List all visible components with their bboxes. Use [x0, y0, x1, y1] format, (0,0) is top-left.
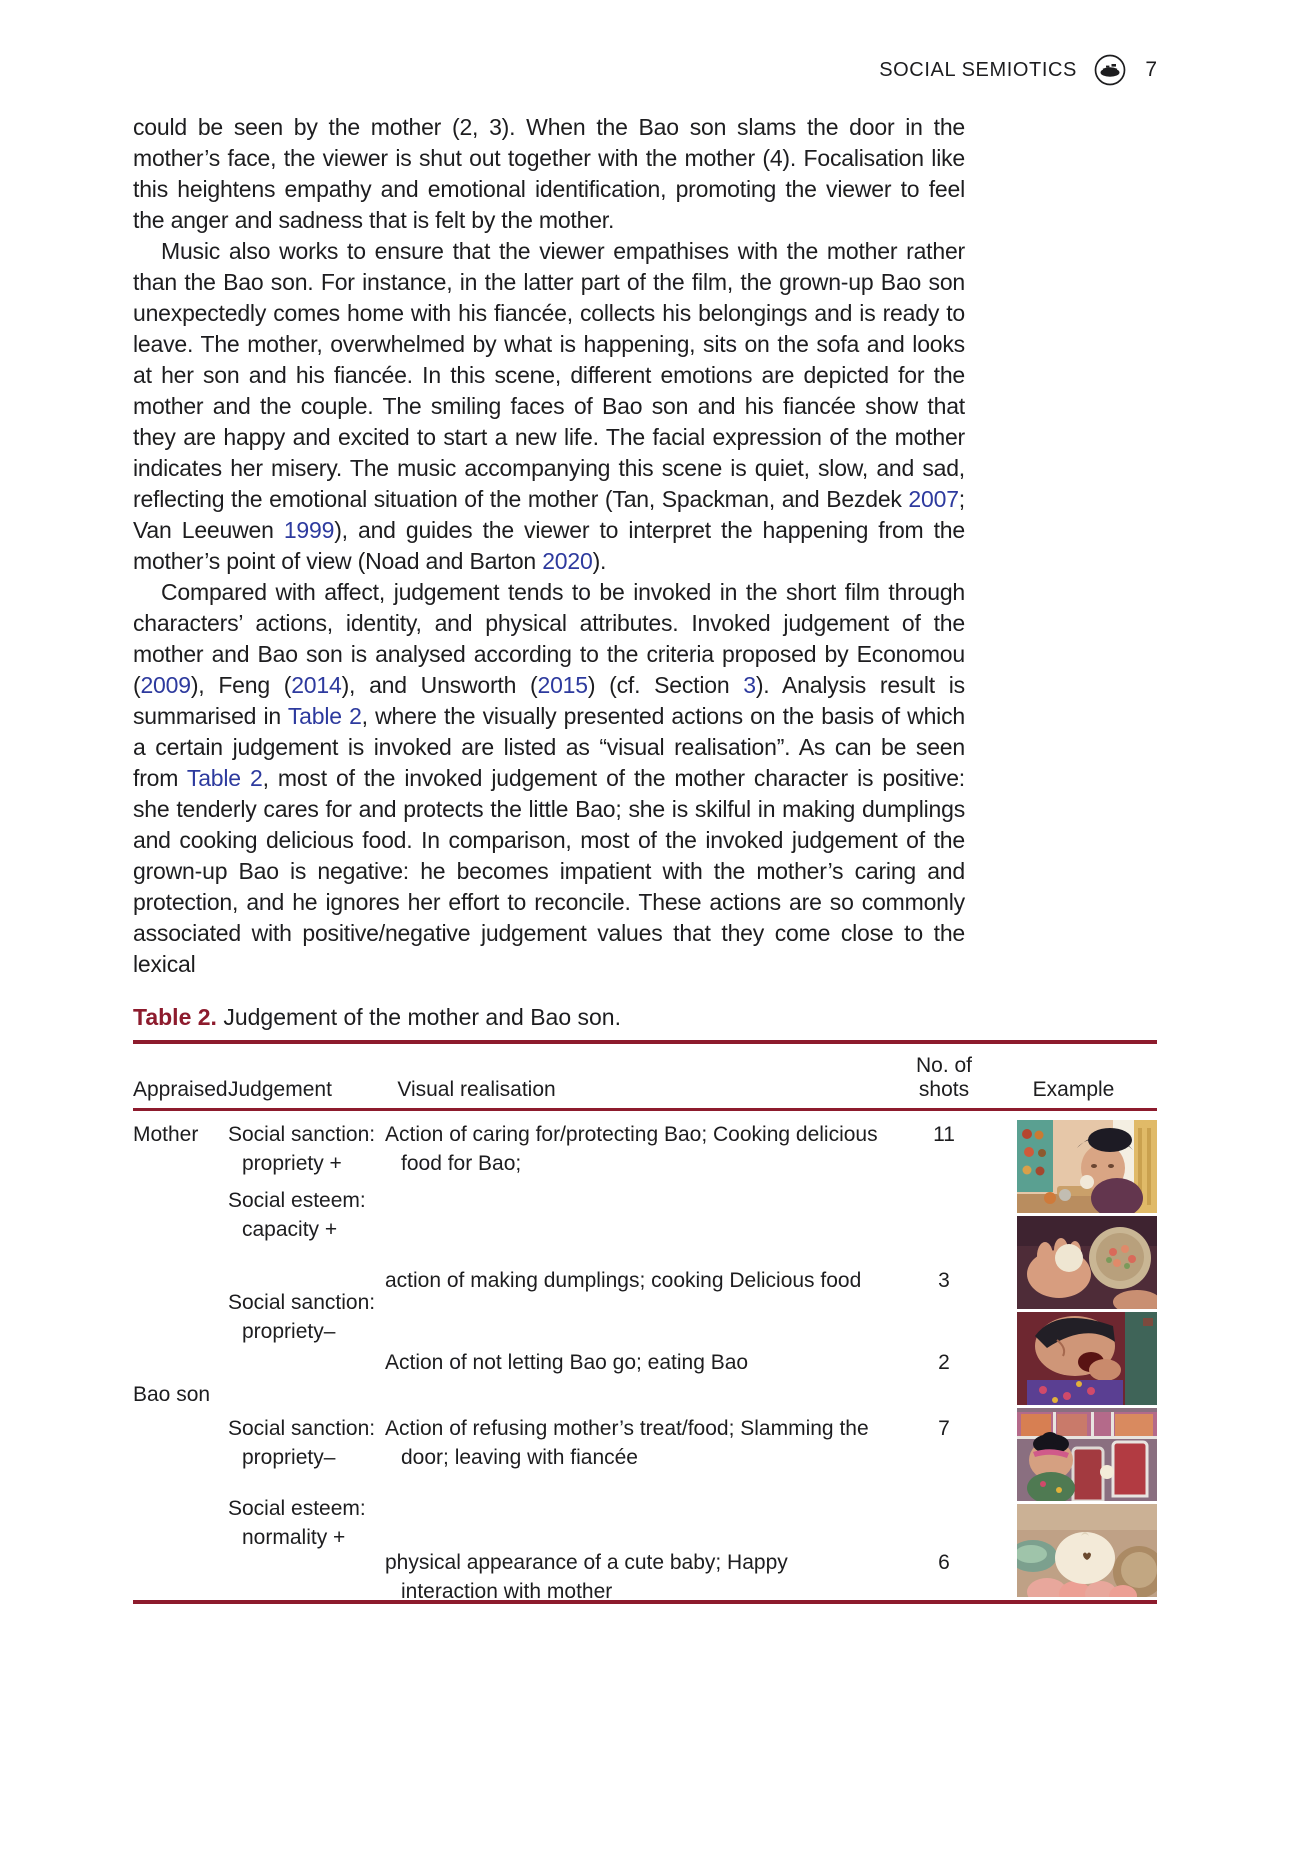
- visual-realisation-text: action of making dumplings; cooking Delicious food: [385, 1269, 862, 1292]
- paragraph-text: ).: [592, 548, 607, 574]
- example-cell: [990, 1120, 1157, 1216]
- publisher-logo-icon: [1093, 53, 1127, 87]
- table-caption: [133, 1004, 1157, 1031]
- column-header-judgement: Judgement: [228, 1078, 332, 1101]
- citation-link[interactable]: 2014: [291, 672, 342, 698]
- column-header-appraised: Appraised: [133, 1078, 228, 1101]
- example-still-5: [1017, 1504, 1157, 1597]
- visual-realisation-cell: [385, 1414, 898, 1510]
- judgement-category: Social sanction:: [228, 1123, 376, 1146]
- example-still-4: [1017, 1408, 1157, 1501]
- judgement-category: Social esteem:: [228, 1497, 366, 1520]
- paragraph-text: ), Feng (: [190, 672, 292, 698]
- judgement-cell: [228, 1288, 385, 1384]
- example-still-1: [1017, 1120, 1157, 1213]
- paragraph-text: , most of the invoked judgement of the mother character is positive: she tenderly cares for and protects the little Bao; she is skilful in making dumplings and cooking delicious food. In comparison, most of the invoked judgement of the grown-up Bao is negative: he becomes impatient with the mother’s caring and protection, and he ignores her effort to reconcile. These actions are so commonly associated with positive/negative judgement values that they come close to the lexical: [133, 765, 965, 977]
- judgement-value: propriety–: [242, 1446, 336, 1469]
- paragraph-text: Compared with affect, judgement tends to be invoked in the short film through characters’ actions, identity, and physical attributes. Invoked judgement of the mother and Bao son is analysed according to the criteria proposed by Economou (: [133, 579, 965, 698]
- visual-realisation-cell: [385, 1120, 898, 1216]
- shots-count-cell: 7: [938, 1417, 950, 1440]
- example-still-2: [1017, 1216, 1157, 1309]
- body-paragraphs: [133, 112, 965, 980]
- paragraph-text: ), and guides the viewer to interpret the happening from the mother’s point of view (Noad and Barton: [133, 517, 965, 574]
- table-2-block: [133, 1004, 1157, 1604]
- running-head: [133, 0, 1157, 88]
- appraised-cell: [133, 1504, 228, 1600]
- shots-count-cell: 3: [938, 1269, 950, 1292]
- visual-realisation-text: Action of refusing mother’s treat/food; Slamming the door; leaving with fiancée: [385, 1417, 869, 1469]
- column-header-example: Example: [1032, 1078, 1115, 1101]
- visual-realisation-text: Action of not letting Bao go; eating Bao: [385, 1351, 749, 1374]
- table-row: [133, 1383, 1157, 1504]
- column-header-no-of-shots: No. of shots: [915, 1054, 973, 1101]
- judgement-category: Social sanction:: [228, 1417, 376, 1440]
- citation-link[interactable]: Table 2: [186, 765, 263, 791]
- citation-link[interactable]: 3: [743, 672, 756, 698]
- citation-link[interactable]: 2007: [908, 486, 959, 512]
- citation-link[interactable]: 2009: [140, 672, 191, 698]
- judgement-value: capacity +: [242, 1218, 338, 1241]
- column-header-visual-realisation: Visual realisation: [397, 1078, 556, 1101]
- shots-count-cell: 11: [933, 1123, 955, 1146]
- example-cell: [990, 1312, 1157, 1408]
- shots-count-cell: 6: [938, 1551, 950, 1574]
- citation-link[interactable]: 2020: [542, 548, 593, 574]
- paragraph-text: ). Analysis result is summarised in: [133, 672, 965, 729]
- paragraph-text: could be seen by the mother (2, 3). When the Bao son slams the door in the mother’s face, the viewer is shut out together with the mother (4). Focalisation like this heightens empathy and emotional identification, promoting the viewer to feel the anger and sadness that is felt by the mother.: [133, 114, 965, 233]
- example-still-3: [1017, 1312, 1157, 1405]
- citation-link[interactable]: 1999: [283, 517, 335, 543]
- paragraph: [133, 236, 965, 577]
- judgement-value: propriety +: [242, 1152, 342, 1175]
- paragraph: [133, 112, 965, 236]
- judgement-cell: [228, 1186, 385, 1282]
- table-caption-label: Table 2.: [133, 1004, 217, 1030]
- journal-title: SOCIAL SEMIOTICS: [879, 58, 1077, 81]
- paragraph-text: , where the visually presented actions on the basis of which a certain judgement is invoked are listed as “visual realisation”. As can be seen from: [133, 703, 965, 791]
- judgement-value: normality +: [242, 1526, 346, 1549]
- citation-link[interactable]: 2015: [537, 672, 588, 698]
- table-row: [133, 1497, 1157, 1603]
- paragraph-text: ; Van Leeuwen: [133, 486, 965, 543]
- paragraph-text: ) (cf. Section: [587, 672, 744, 698]
- table-body: [133, 1111, 1157, 1603]
- shots-count-cell: 2: [938, 1351, 950, 1374]
- citation-link[interactable]: Table 2: [287, 703, 362, 729]
- paragraph-text: Music also works to ensure that the viewer empathises with the mother rather than the Bao son. For instance, in the latter part of the film, the grown-up Bao son unexpectedly comes home with his fiancée, collects his belongings and is ready to leave. The mother, overwhelmed by what is happening, sits on the sofa and looks at her son and his fiancée. In this scene, different emotions are depicted for the mother and the couple. The smiling faces of Bao son and his fiancée show that they are happy and excited to start a new life. The facial expression of the mother indicates her misery. The music accompanying this scene is quiet, slow, and sad, reflecting the emotional situation of the mother (Tan, Spackman, and Bezdek: [133, 238, 965, 512]
- judgement-cell: [228, 1494, 385, 1590]
- judgement-value: propriety–: [242, 1320, 336, 1343]
- appraised-cell: [133, 1216, 228, 1312]
- table-caption-text: Judgement of the mother and Bao son.: [216, 1004, 621, 1030]
- visual-realisation-cell: [385, 1548, 898, 1644]
- visual-realisation-text: physical appearance of a cute baby; Happy interaction with mother: [385, 1551, 788, 1603]
- table-header-row: [133, 1044, 1157, 1108]
- visual-realisation-text: Action of caring for/protecting Bao; Cooking delicious food for Bao;: [385, 1123, 878, 1175]
- appraised-cell: Mother: [133, 1123, 199, 1146]
- appraised-cell: Bao son: [133, 1383, 211, 1406]
- page-number: 7: [1145, 58, 1157, 81]
- example-cell: [990, 1408, 1157, 1504]
- judgement-category: Social sanction:: [228, 1291, 376, 1314]
- paragraph: [133, 577, 965, 980]
- paragraph-text: ), and Unsworth (: [341, 672, 538, 698]
- judgement-category: Social esteem:: [228, 1189, 366, 1212]
- example-cell: [990, 1504, 1157, 1600]
- example-cell: [990, 1216, 1157, 1312]
